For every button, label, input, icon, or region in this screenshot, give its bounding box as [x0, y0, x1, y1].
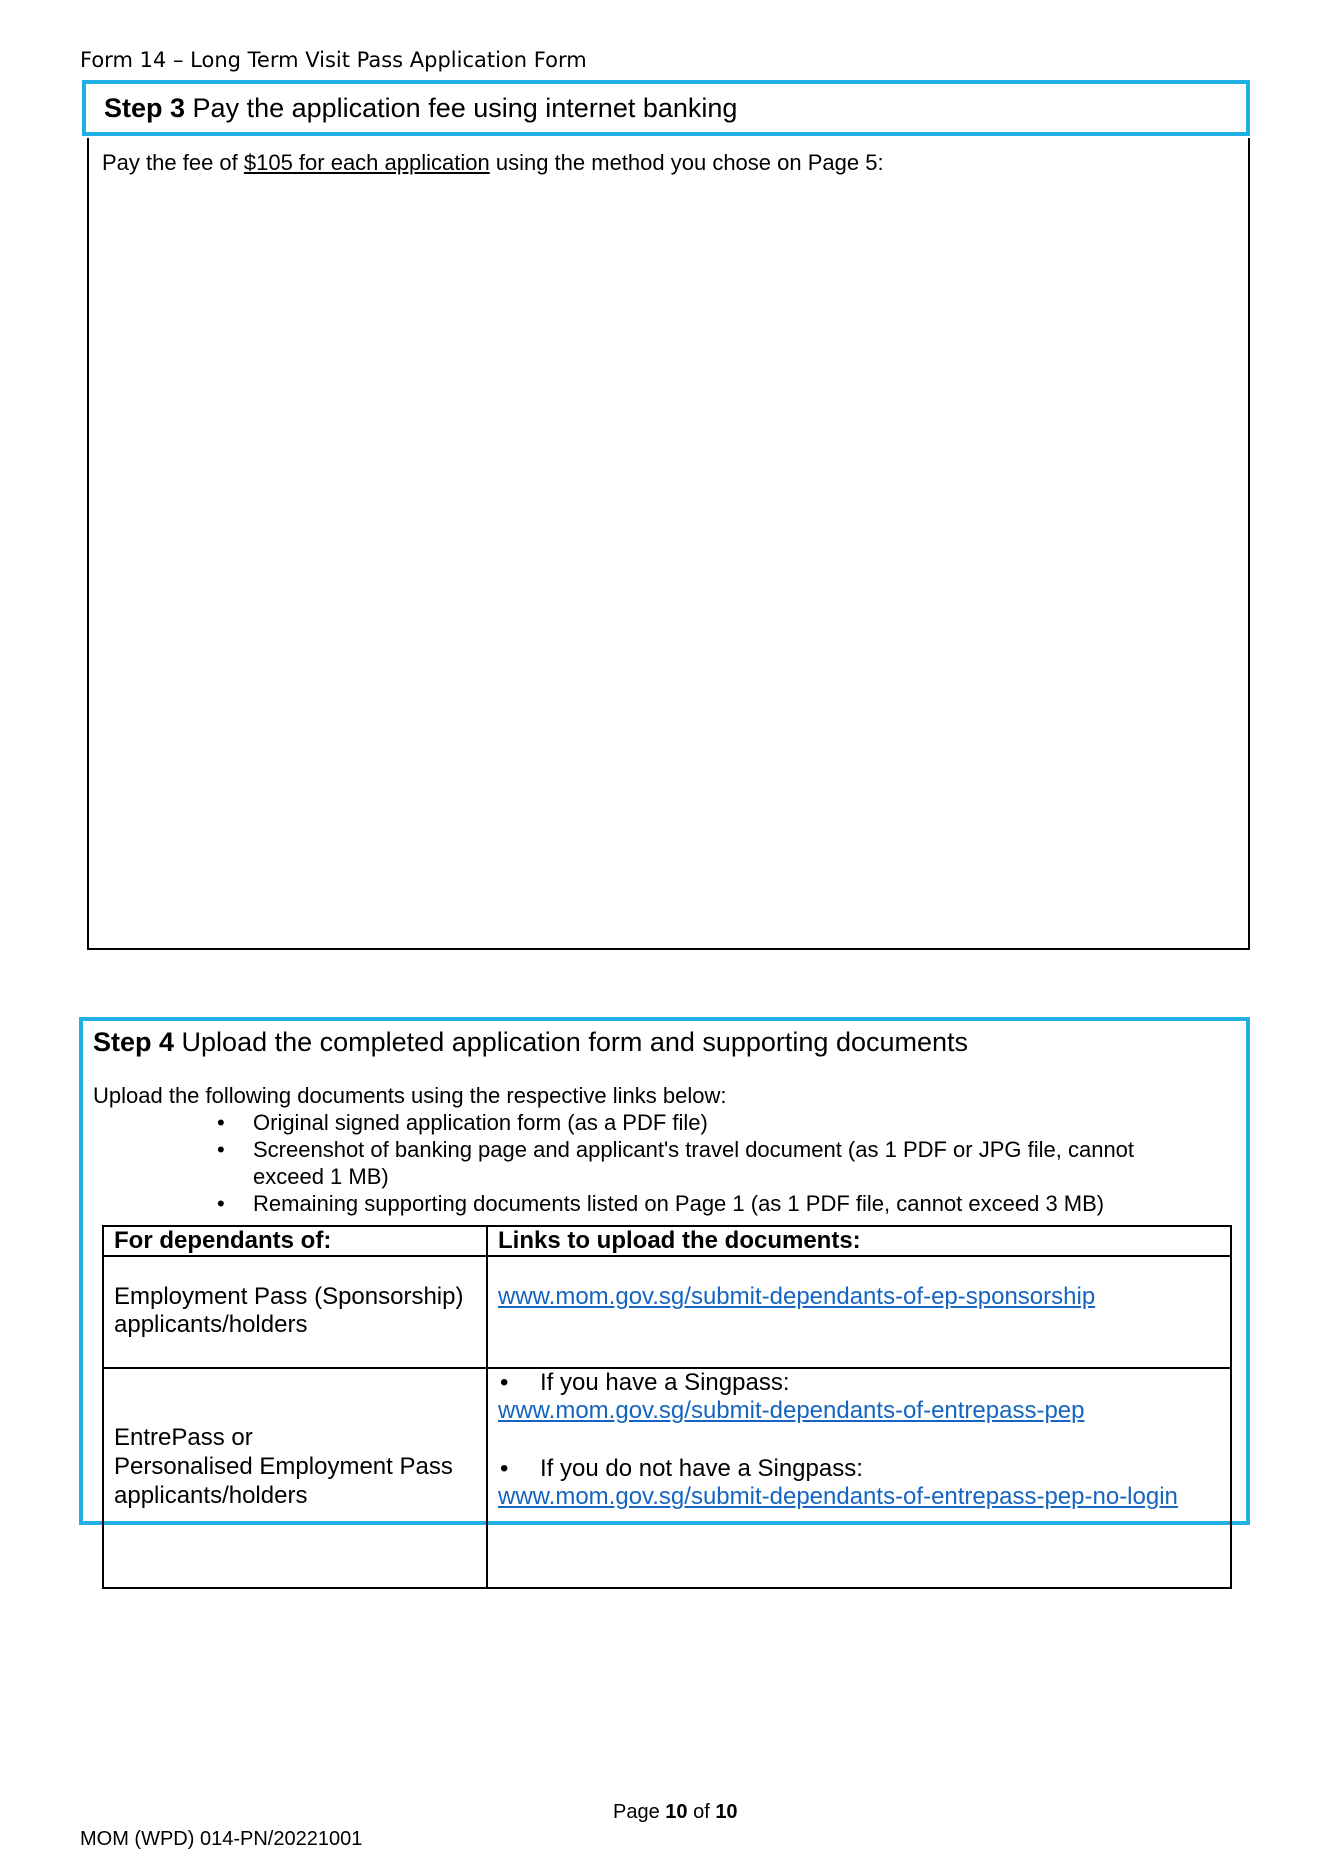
step3-title-text: Pay the application fee using internet banking	[192, 92, 738, 123]
bullet-icon: •	[500, 1369, 509, 1396]
fee-text-prefix: Pay the fee of	[102, 150, 244, 175]
fee-text-suffix: using the method you chose on Page 5:	[489, 150, 884, 175]
list-item: • Original signed application form (as a PDF file)	[217, 1110, 708, 1135]
page-header: Form 14 – Long Term Visit Pass Application Form	[80, 48, 587, 72]
list-item: • Screenshot of banking page and applicant's travel document (as 1 PDF or JPG file, cannot exceed 1 MB)	[217, 1137, 1135, 1189]
table-header-row	[103, 1226, 1231, 1256]
pass-type-entrepass-pep: EntrePass or Personalised Employment Pass applicants/holders	[103, 1368, 487, 1588]
bullet-icon: •	[217, 1191, 225, 1216]
table-row	[103, 1368, 1231, 1588]
step3-title	[82, 80, 1250, 136]
ep-sponsorship-link[interactable]: www.mom.gov.sg/submit-dependants-of-ep-sponsorship	[498, 1283, 1096, 1310]
page-number: Page 10 of 10	[613, 1801, 738, 1823]
form-code: MOM (WPD) 014-PN/20221001	[80, 1828, 363, 1850]
fee-amount: $105 for each application	[243, 150, 490, 175]
singpass-option: • If you have a Singpass:	[500, 1369, 790, 1396]
step4-section	[79, 1017, 1250, 1525]
upload-links-table	[102, 1225, 1232, 1589]
step4-intro: Upload the following documents using the respective links below:	[93, 1083, 727, 1108]
table-row	[103, 1256, 1231, 1368]
step4-title	[93, 1027, 968, 1058]
header-links: Links to upload the documents:	[487, 1226, 1231, 1256]
entrepass-pep-link[interactable]: www.mom.gov.sg/submit-dependants-of-entrepass-pep	[498, 1397, 1085, 1424]
pass-type-ep-sponsorship: Employment Pass (Sponsorship) applicants/holders	[103, 1256, 487, 1368]
no-singpass-option: • If you do not have a Singpass:	[500, 1455, 863, 1482]
bullet-icon: •	[217, 1110, 225, 1135]
bullet-icon: •	[500, 1455, 509, 1482]
step4-label: Step 4	[93, 1027, 175, 1057]
document-list	[93, 1109, 1233, 1217]
step4-title-text: Upload the completed application form and supporting documents	[181, 1027, 969, 1057]
list-item: • Remaining supporting documents listed on Page 1 (as 1 PDF file, cannot exceed 3 MB)	[217, 1191, 1105, 1216]
entrepass-pep-no-login-link[interactable]: www.mom.gov.sg/submit-dependants-of-entrepass-pep-no-login	[498, 1483, 1178, 1510]
step3-label: Step 3	[104, 92, 186, 123]
link-cell	[487, 1256, 1231, 1368]
header-dependants: For dependants of:	[103, 1226, 487, 1256]
link-cell	[487, 1368, 1231, 1588]
bullet-icon: •	[217, 1137, 225, 1162]
step3-body	[87, 138, 1250, 950]
